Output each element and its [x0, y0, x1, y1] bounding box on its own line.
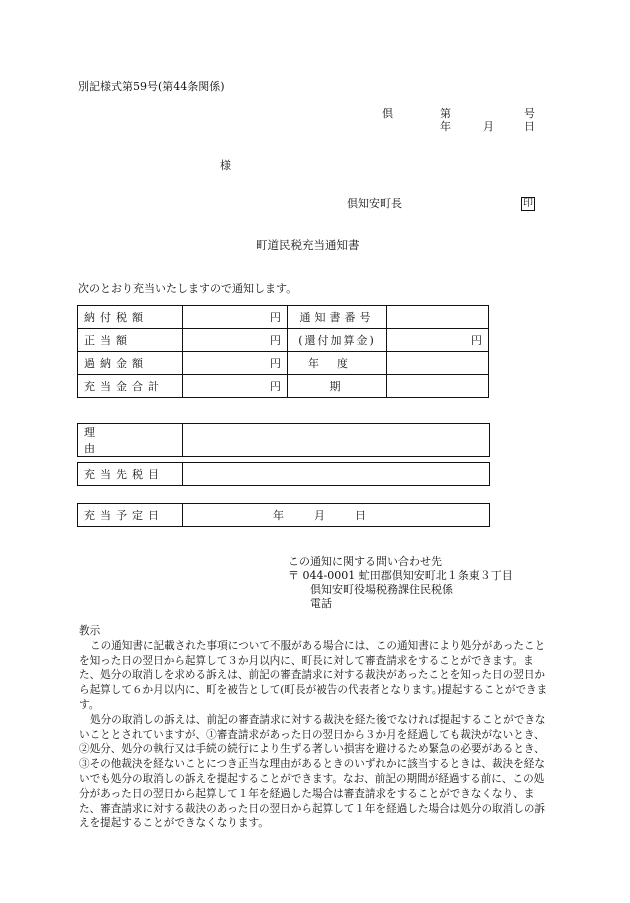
- row-label: 納付税額: [78, 306, 183, 329]
- right-cell: 円: [387, 329, 489, 352]
- contact-heading: この通知に関する問い合わせ先: [288, 555, 442, 568]
- target-tax-label: 充当先税目: [78, 463, 183, 486]
- target-tax-table: [77, 462, 490, 486]
- document-title: 町道民税充当通知書: [256, 238, 360, 252]
- schedule-table: [77, 503, 490, 527]
- intro-text: 次のとおり充当いたしますので通知します。: [78, 282, 298, 295]
- reason-value: [183, 424, 490, 457]
- row-label: 過納金額: [78, 352, 183, 375]
- reason-label: 理由: [78, 424, 183, 457]
- middle-label: (還付加算金): [288, 329, 387, 352]
- target-tax-value: [183, 463, 490, 486]
- notes-paragraph: この通知書に記載された事項について不服がある場合には、この通知書により処分があったことを知った日の翌日から起算して３か月以内に、町長に対して審査請求をすることができます。また、処分の取消しを求める訴えは、前記の審査請求に対する裁決があったことを知った日の翌日から起算して６か月以内に、町を被告として(町長が被告の代表者となります。)提起することができます。: [79, 639, 548, 711]
- row-label: 正当額: [78, 329, 183, 352]
- right-cell: [387, 352, 489, 375]
- contact-phone: 電話: [310, 597, 332, 610]
- contact-postal: 〒 044-0001 虻田郡倶知安町北１条東３丁目: [288, 569, 513, 582]
- table-row: [78, 463, 490, 486]
- addressee-sama: 様: [220, 159, 231, 172]
- table-row: [78, 504, 490, 527]
- schedule-month: 月: [314, 509, 325, 522]
- amount-cell: 円: [183, 329, 288, 352]
- issuer-name: 倶知安町長: [347, 197, 402, 210]
- middle-label: 通知書番号: [288, 306, 387, 329]
- schedule-date: [183, 504, 490, 527]
- schedule-year: 年: [273, 509, 284, 522]
- year-label: 年: [440, 120, 451, 133]
- official-seal-mark: 印: [523, 198, 533, 209]
- amount-cell: 円: [183, 375, 288, 398]
- month-label: 月: [483, 120, 494, 133]
- row-label: 充当金合計: [78, 375, 183, 398]
- right-cell: [387, 306, 489, 329]
- notes-heading: 教示: [79, 625, 101, 637]
- instruction-notes: [79, 624, 549, 831]
- right-cell: [387, 375, 489, 398]
- contact-block: [288, 555, 513, 611]
- table-row: [78, 424, 490, 457]
- middle-label: 年度: [288, 352, 387, 375]
- schedule-label: 充当予定日: [78, 504, 183, 527]
- dai-label: 第: [440, 107, 451, 120]
- ku-label: 倶: [382, 107, 393, 120]
- amount-cell: 円: [183, 306, 288, 329]
- form-reference: 別記様式第59号(第44条関係): [78, 80, 225, 93]
- day-label: 日: [524, 120, 535, 133]
- amount-table: [77, 305, 489, 398]
- contact-department: 倶知安町役場税務課住民税係: [310, 583, 453, 596]
- middle-label: 期: [288, 375, 387, 398]
- table-row: [78, 375, 489, 398]
- table-row: [78, 306, 489, 329]
- amount-cell: 円: [183, 352, 288, 375]
- go-label: 号: [524, 107, 535, 120]
- table-row: [78, 329, 489, 352]
- notes-paragraph: 処分の取消しの訴えは、前記の審査請求に対する裁決を経た後でなければ提起することができないこととされていますが、①審査請求があった日の翌日から３か月を経過しても裁決がないとき、②処分、処分の執行又は手続の続行により生ずる著しい損害を避けるため緊急の必要があるとき、③その他裁決を経ないことにつき正当な理由があるときのいずれかに該当するときは、裁決を経ないでも処分の取消しの訴えを提起することができます。なお、前記の期間が経過する前に、この処分があった日の翌日から起算して１年を経過した場合は審査請求をすることができなくなり、また、審査請求に対する裁決のあった日の翌日から起算して１年を経過した場合は処分の取消しの訴えを提起することができなくなります。: [79, 713, 546, 830]
- schedule-day: 日: [355, 509, 366, 522]
- table-row: [78, 352, 489, 375]
- reason-table: [77, 423, 490, 457]
